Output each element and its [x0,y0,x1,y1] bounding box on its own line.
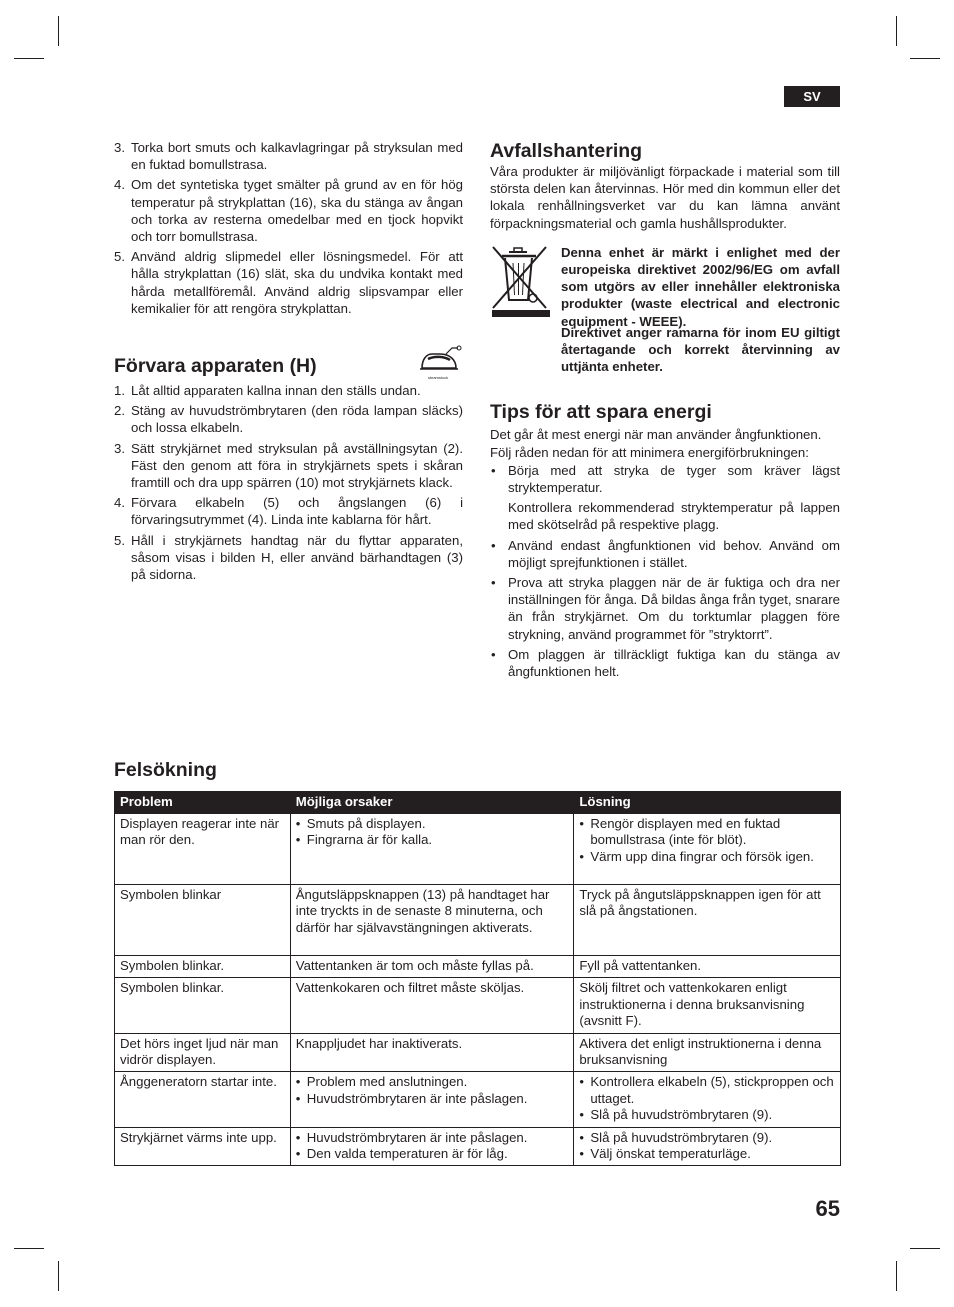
table-row [115,1127,841,1166]
crop-mark [14,1248,44,1249]
energy-intro: Det går åt mest energi när man använder ångfunktionen. Följ råden nedan för att minimera energiförbrukningen: [490,427,822,460]
crop-mark [14,58,44,59]
problem-cell: Ånggeneratorn startar inte. [115,1072,291,1127]
problem-cell: Symbolen blinkar. [115,978,291,1033]
list-item: 5. Använd aldrig slipmedel eller lösningsmedel. För att hålla strykplattan (16) slät, ska du undvika kontakt med hårda metallföremål. Använd aldrig slipsvampar eller kemikalier för att rengöra strykplattan. [114,249,463,316]
causes-cell: • Smuts på displayen. • Fingrarna är för kalla. [290,814,574,885]
page-number: 65 [815,1196,840,1221]
table-row [115,814,841,885]
problem-cell: Symbolen blinkar [115,885,291,956]
crossed-bin-icon [490,245,552,317]
crop-mark [896,1261,897,1291]
causes-cell: Knappljudet har inaktiverats. [290,1033,574,1072]
weee-statement: Denna enhet är märkt i enlighet med der europeiska direktivet 2002/96/EG om avfall som utgörs av eller innehåller elektroniska produkter (waste electrical and electronic equipment - WEEE). [561,244,840,329]
storage-list [114,382,463,583]
solution-cell: Fyll på vattentanken. [574,956,841,978]
problem-cell: Displayen reagerar inte när man rör den. [115,814,291,885]
solution-cell: • Kontrollera elkabeln (5), stickproppen och uttaget. • Slå på huvudströmbrytaren (9). [574,1072,841,1127]
crop-mark [58,16,59,46]
list-item: 4. Förvara elkabeln (5) och ångslangen (6) i förvaringsutrymmet (4). Linda inte kablarna för hårt. [114,495,463,528]
problem-cell: Det hörs inget ljud när man vidrör displayen. [115,1033,291,1072]
solution-cell: Aktivera det enligt instruktionerna i denna bruksanvisning [574,1033,841,1072]
table-row [115,978,841,1033]
cleaning-list [114,139,463,317]
crop-mark [910,1248,940,1249]
troubleshooting-table [114,791,841,1166]
list-item: • Prova att stryka plaggen när de är fuktiga och dra ner inställningen för ånga. Då bildas ånga från tyget, snarare än från strykjärnet. Om du torktumlar plaggen före strykning, använd programmet för ”stryktorrt”. [490,574,840,643]
right-column [490,139,840,680]
causes-cell: Ångutsläppsknappen (13) på handtaget har inte tryckts in de senaste 8 minuterna, och därför har självavstängningen aktiverats. [290,885,574,956]
list-item: 2. Stäng av huvudströmbrytaren (den röda lampan släcks) och lossa elkabeln. [114,403,463,436]
energy-tips [490,462,840,680]
list-item: • Börja med att stryka de tyger som kräver lägst stryktemperatur. Kontrollera rekommenderad stryktemperatur på lappen med skötselråd på respektive plagg. [490,462,840,534]
causes-cell: Vattenkokaren och filtret måste sköljas. [290,978,574,1033]
waste-intro: Våra produkter är miljövänligt förpackade i material som till största delen kan återvinnas. Hör med din kommun eller det lokala renhållningsverket var du kan lämna använt förpackningsmaterial och gamla hushållsprodukter. [490,164,840,231]
problem-cell: Strykjärnet värms inte upp. [115,1127,291,1166]
list-item: 5. Håll i strykjärnets handtag när du flyttar apparaten, såsom visas i bilden H, eller använd bärhandtagen (3) på sidorna. [114,532,463,583]
left-column [114,139,463,583]
column-header-causes: Möjliga orsaker [290,792,574,814]
causes-cell: • Huvudströmbrytaren är inte påslagen. • Den valda temperaturen är för låg. [290,1127,574,1166]
solution-cell: Skölj filtret och vattenkokaren enligt instruktionerna i denna bruksanvisning (avsnitt F). [574,978,841,1033]
section-title-storage: Förvara apparaten (H) [114,355,317,378]
icon-caption: steamstock [428,375,449,381]
list-item: 4. Om det syntetiska tyget smälter på grund av en för hög temperatur på strykplattan (16), ska du stänga av ångan och torka av resterna omedelbar med en tjock hopvikt och torr bomullstrasa. [114,177,463,245]
causes-cell: Vattentanken är tom och måste fyllas på. [290,956,574,978]
table-row [115,1033,841,1072]
weee-directive: Direktivet anger ramarna för inom EU giltigt återtagande och korrekt återvinning av uttjänta enheter. [561,324,840,375]
table-header-row [115,792,841,814]
list-item: • Använd endast ångfunktionen vid behov. Använd om möjligt sprejfunktionen i stället. [490,537,840,571]
list-item: • Om plaggen är tillräckligt fuktiga kan du stänga av ångfunktionen helt. [490,646,840,680]
crop-mark [896,16,897,46]
column-header-problem: Problem [115,792,291,814]
section-title-troubleshooting: Felsökning [114,759,217,781]
causes-cell: • Problem med anslutningen. • Huvudströmbrytaren är inte påslagen. [290,1072,574,1127]
table-row [115,885,841,956]
tip-extra: Kontrollera rekommenderad stryktemperatur på lappen med skötselråd på respektive plagg. [508,500,840,533]
language-badge: SV [784,86,840,107]
crop-mark [910,58,940,59]
list-item: 1. Låt alltid apparaten kallna innan den ställs undan. [114,383,421,399]
weee-block [490,244,840,329]
storage-heading-row [114,342,463,381]
solution-cell: Tryck på ångutsläppsknappen igen för att slå på ångstationen. [574,885,841,956]
solution-cell: • Slå på huvudströmbrytaren (9). • Välj önskat temperaturläge. [574,1127,841,1166]
table-row [115,1072,841,1127]
crop-mark [58,1261,59,1291]
section-title-waste: Avfallshantering [490,140,643,162]
iron-storage-icon [416,342,462,381]
section-title-energy: Tips för att spara energi [490,401,712,424]
table-row [115,956,841,978]
list-item: 3. Torka bort smuts och kalkavlagringar på stryksulan med en fuktad bomullstrasa. [114,140,463,173]
column-header-solution: Lösning [574,792,841,814]
list-item: 3. Sätt strykjärnet med stryksulan på avställningsytan (2). Fäst den genom att föra in strykjärnets spets i skåran framtill och dra upp spärren (10) mot strykjärnets klack. [114,440,463,491]
problem-cell: Symbolen blinkar. [115,956,291,978]
solution-cell: • Rengör displayen med en fuktad bomullstrasa (inte för blöt). • Värm upp dina fingrar och försök igen. [574,814,841,885]
